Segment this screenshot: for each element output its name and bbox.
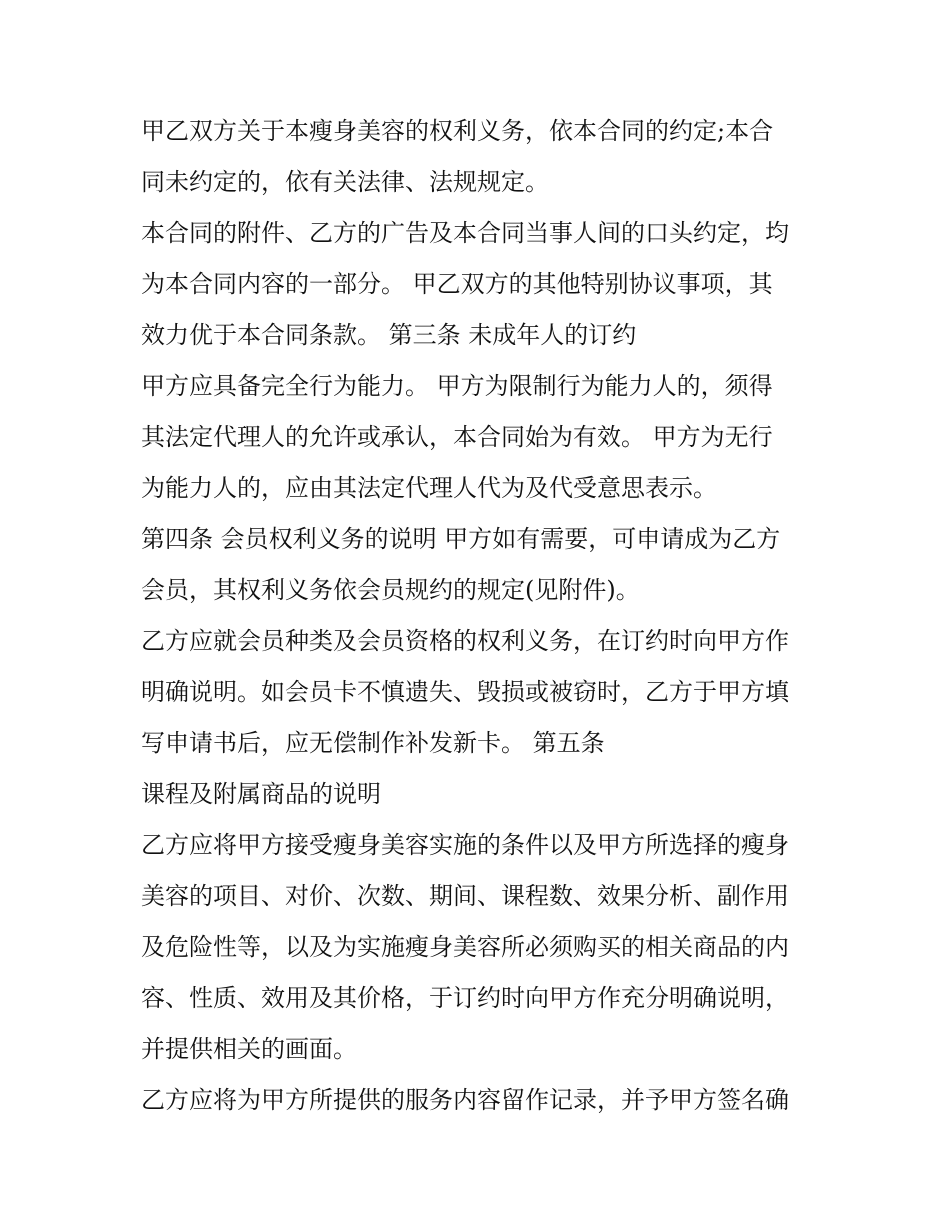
text-line: 乙方应将为甲方所提供的服务内容留作记录，并予甲方签名确 — [141, 1086, 789, 1114]
text-line: 为能力人的，应由其法定代理人代为及代受意思表示。 — [141, 474, 717, 502]
document-body — [141, 106, 821, 1126]
text-line: 乙方应将甲方接受瘦身美容实施的条件以及甲方所选择的瘦身 — [141, 831, 789, 859]
text-line: 为本合同内容的一部分。 甲乙双方的其他特别协议事项，其 — [141, 270, 773, 298]
text-line: 甲方应具备完全行为能力。 甲方为限制行为能力人的，须得 — [141, 372, 773, 400]
text-line: 同未约定的，依有关法律、法规规定。 — [141, 168, 549, 196]
text-line: 乙方应就会员种类及会员资格的权利义务，在订约时向甲方作 — [141, 627, 789, 655]
text-line: 效力优于本合同条款。 第三条 未成年人的订约 — [141, 321, 637, 349]
text-line: 写申请书后，应无偿制作补发新卡。 第五条 — [141, 729, 605, 757]
text-line: 明确说明。如会员卡不慎遗失、毁损或被窃时，乙方于甲方填 — [141, 678, 789, 706]
text-line: 会员，其权利义务依会员规约的规定(见附件)。 — [141, 576, 640, 604]
text-line: 美容的项目、对价、次数、期间、课程数、效果分析、副作用 — [141, 882, 789, 910]
text-line: 及危险性等，以及为实施瘦身美容所必须购买的相关商品的内 — [141, 933, 789, 961]
text-line: 课程及附属商品的说明 — [141, 780, 381, 808]
text-line: 其法定代理人的允许或承认，本合同始为有效。 甲方为无行 — [141, 423, 773, 451]
text-line: 容、性质、效用及其价格，于订约时向甲方作充分明确说明， — [141, 984, 789, 1012]
text-line: 甲乙双方关于本瘦身美容的权利义务，依本合同的约定;本合 — [141, 117, 774, 145]
text-line: 并提供相关的画面。 — [141, 1035, 357, 1063]
text-line: 本合同的附件、乙方的广告及本合同当事人间的口头约定，均 — [141, 219, 789, 247]
text-line: 第四条 会员权利义务的说明 甲方如有需要，可申请成为乙方 — [141, 525, 781, 553]
